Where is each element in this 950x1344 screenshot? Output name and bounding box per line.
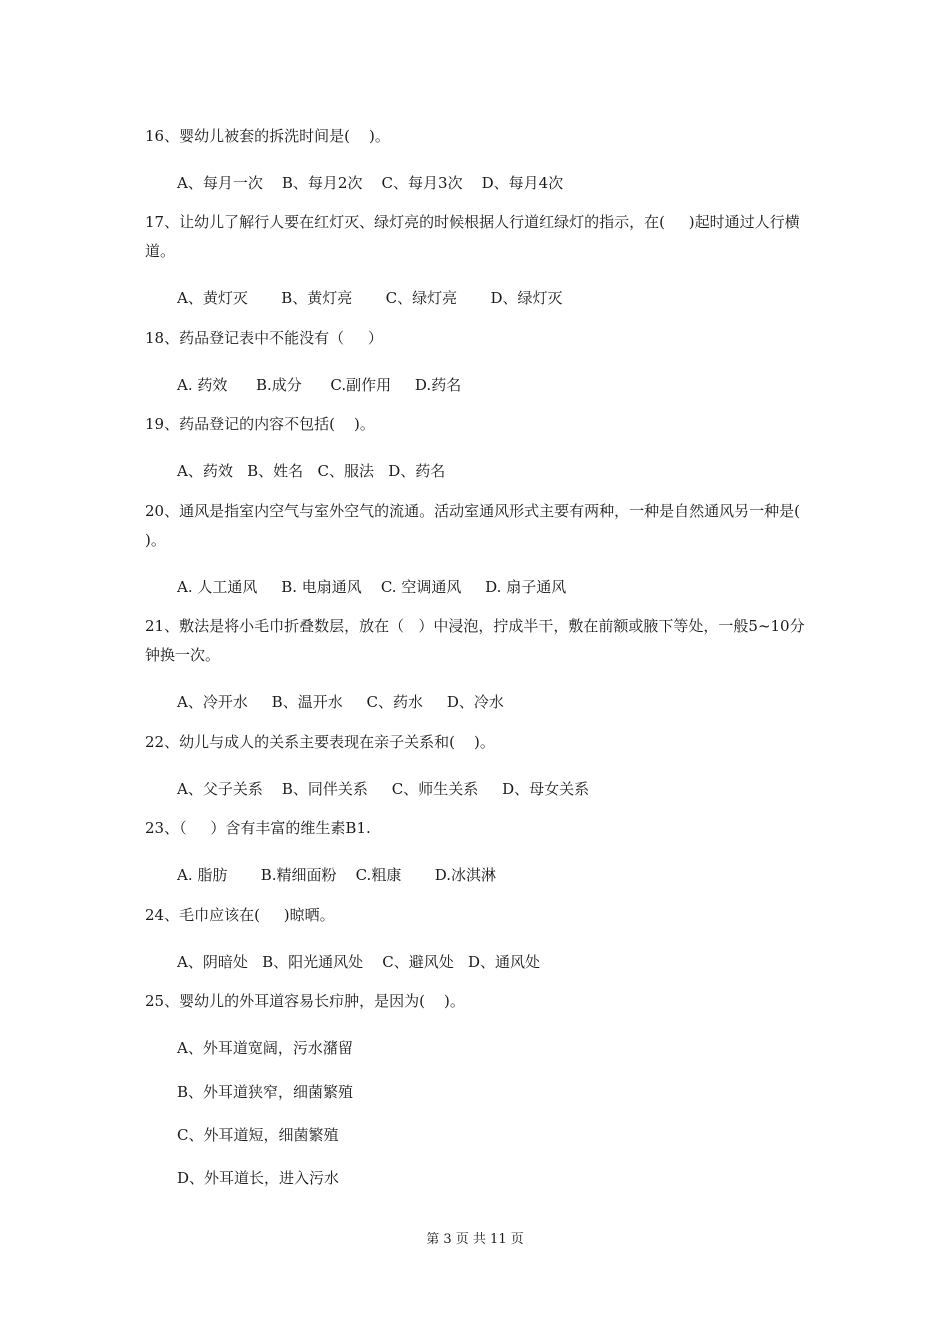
option-25-d: D、外耳道长，进入污水 bbox=[177, 1169, 340, 1187]
options-22: A、父子关系 B、同伴关系 C、师生关系 D、母女关系 bbox=[177, 780, 590, 798]
question-19: 19、药品登记的内容不包括( )。 bbox=[145, 415, 375, 433]
options-19: A、药效 B、姓名 C、服法 D、药名 bbox=[177, 462, 446, 480]
options-16: A、每月一次 B、每月2次 C、每月3次 D、每月4次 bbox=[177, 174, 564, 192]
question-17: 17、让幼儿了解行人要在红灯灭、绿灯亮的时候根据人行道红绿灯的指示，在( )起时通过人行横道。 bbox=[145, 213, 800, 260]
options-20: A. 人工通风 B. 电扇通风 C. 空调通风 D. 扇子通风 bbox=[177, 578, 567, 596]
option-25-b: B、外耳道狭窄，细菌繁殖 bbox=[177, 1083, 354, 1101]
question-23: 23、（ ）含有丰富的维生素B1. bbox=[145, 819, 371, 837]
options-24: A、阴暗处 B、阳光通风处 C、避风处 D、通风处 bbox=[177, 953, 541, 971]
options-17: A、黄灯灭 B、黄灯亮 C、绿灯亮 D、绿灯灭 bbox=[177, 289, 563, 307]
question-16: 16、婴幼儿被套的拆洗时间是( )。 bbox=[145, 127, 390, 145]
option-25-a: A、外耳道宽阔，污水潴留 bbox=[177, 1039, 353, 1057]
options-18: A. 药效 B.成分 C.副作用 D.药名 bbox=[177, 376, 462, 394]
question-24: 24、毛巾应该在( )晾晒。 bbox=[145, 906, 335, 924]
question-18: 18、药品登记表中不能没有（ ） bbox=[145, 329, 383, 347]
question-22: 22、幼儿与成人的关系主要表现在亲子关系和( )。 bbox=[145, 733, 495, 751]
question-21: 21、敷法是将小毛巾折叠数层，放在（ ）中浸泡，拧成半干，敷在前额或腋下等处，一般5~10分钟换一次。 bbox=[145, 617, 805, 664]
question-25: 25、婴幼儿的外耳道容易长疖肿，是因为( )。 bbox=[145, 992, 465, 1010]
options-21: A、冷开水 B、温开水 C、药水 D、冷水 bbox=[177, 693, 504, 711]
question-20: 20、通风是指室内空气与室外空气的流通。活动室通风形式主要有两种，一种是自然通风另一种是( )。 bbox=[145, 502, 824, 549]
page-footer: 第 3 页 共 11 页 bbox=[426, 1232, 524, 1247]
options-23: A. 脂肪 B.精细面粉 C.粗康 D.冰淇淋 bbox=[177, 866, 496, 884]
option-25-c: C、外耳道短，细菌繁殖 bbox=[177, 1126, 339, 1144]
